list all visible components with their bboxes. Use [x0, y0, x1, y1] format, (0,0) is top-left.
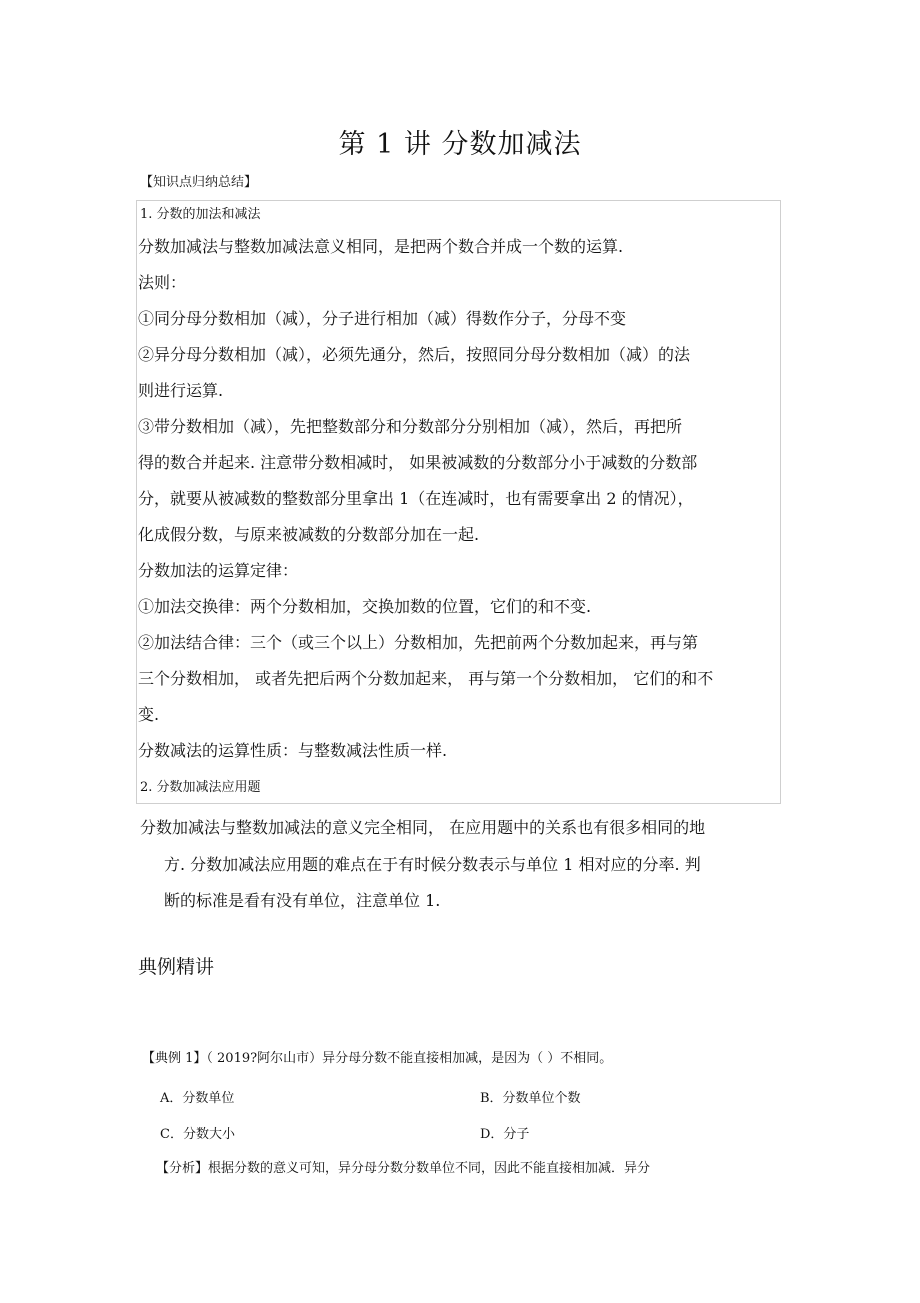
application-line-1: 分数加减法与整数加减法的意义完全相同， 在应用题中的关系也有很多相同的地 [140, 818, 706, 837]
section1-heading: 1. 分数的加法和减法 [140, 207, 261, 222]
knowledge-heading: 【知识点归纳总结】 [140, 175, 258, 190]
option-d: D．分子 [480, 1127, 530, 1142]
examples-heading: 典例精讲 [138, 956, 215, 978]
box-line-5: 则进行运算. [138, 381, 224, 400]
box-line-14: 变. [138, 705, 160, 724]
box-line-8: 分，就要从被减数的整数部分里拿出 1（在连减时，也有需要拿出 2 的情况）， [138, 489, 694, 508]
example1-question: 【典例 1】（ 2019?阿尔山市）异分母分数不能直接相加减，是因为（ ）不相同。 [142, 1051, 613, 1066]
option-a: A．分数单位 [160, 1091, 235, 1106]
box-line-2: 法则： [138, 273, 187, 292]
option-c: C．分数大小 [160, 1127, 235, 1142]
box-line-7: 得的数合并起来. 注意带分数相减时， 如果被减数的分数部分小于减数的分数部 [138, 453, 698, 472]
section2-heading: 2. 分数加减法应用题 [140, 780, 261, 795]
box-line-12: ②加法结合律：三个（或三个以上）分数相加，先把前两个分数加起来，再与第 [138, 633, 699, 652]
box-line-13: 三个分数相加， 或者先把后两个分数加起来， 再与第一个分数相加， 它们的和不 [138, 669, 714, 688]
option-b: B．分数单位个数 [480, 1091, 581, 1106]
example1-analysis: 【分析】根据分数的意义可知，异分母分数分数单位不同，因此不能直接相加减．异分 [156, 1161, 651, 1176]
box-line-11: ①加法交换律：两个分数相加，交换加数的位置，它们的和不变. [138, 597, 592, 616]
box-line-10: 分数加法的运算定律： [138, 561, 299, 580]
box-line-15: 分数减法的运算性质：与整数减法性质一样. [138, 741, 448, 760]
box-line-9: 化成假分数，与原来被减数的分数部分加在一起. [138, 525, 480, 544]
application-line-3: 断的标准是看有没有单位，注意单位 1. [164, 891, 441, 910]
page-title: 第 1 讲 分数加减法 [338, 129, 582, 160]
application-line-2: 方. 分数加减法应用题的难点在于有时候分数表示与单位 1 相对应的分率. 判 [164, 855, 701, 874]
box-line-3: ①同分母分数相加（减），分子进行相加（减）得数作分子，分母不变 [138, 309, 627, 328]
box-line-1: 分数加减法与整数加减法意义相同，是把两个数合并成一个数的运算. [138, 237, 624, 256]
box-line-6: ③带分数相加（减），先把整数部分和分数部分分别相加（减），然后，再把所 [138, 417, 683, 436]
box-line-4: ②异分母分数相加（减），必须先通分，然后，按照同分母分数相加（减）的法 [138, 345, 691, 364]
